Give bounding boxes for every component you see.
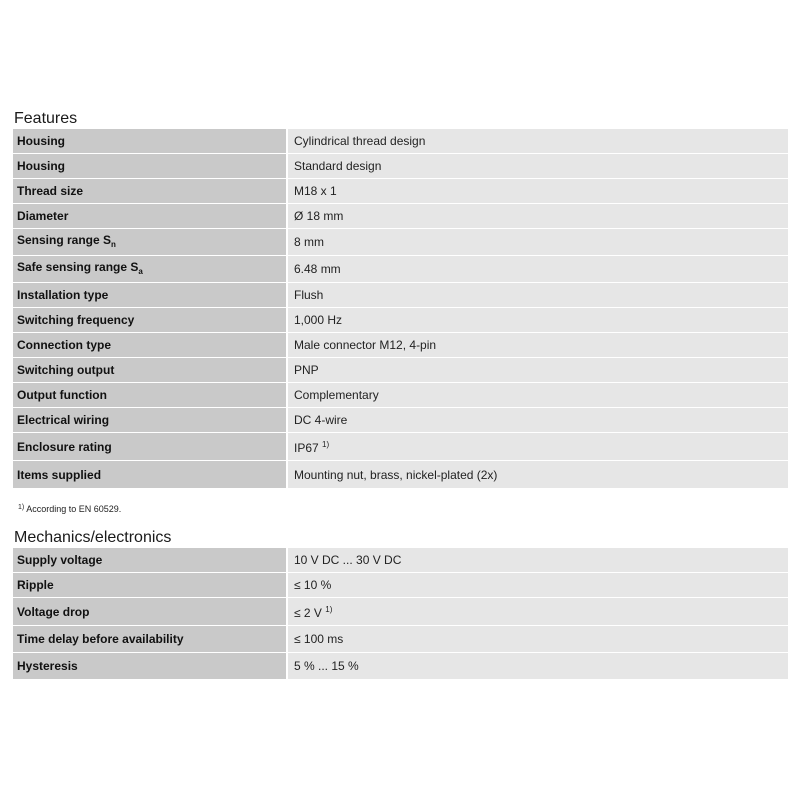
- footnote-marker: 1): [325, 605, 333, 614]
- row-label: [13, 256, 287, 283]
- table-row: [13, 461, 788, 489]
- row-value: Ø 18 mm: [287, 204, 788, 229]
- row-value: Complementary: [287, 383, 788, 408]
- row-label: Output function: [13, 383, 287, 408]
- row-value: [287, 598, 788, 626]
- row-value: 1,000 Hz: [287, 308, 788, 333]
- row-label-text: Safe sensing range S: [17, 259, 139, 274]
- row-value: Standard design: [287, 154, 788, 179]
- row-value: PNP: [287, 358, 788, 383]
- features-title: Features: [14, 110, 78, 127]
- row-label: [13, 229, 287, 256]
- row-label: Enclosure rating: [13, 433, 287, 461]
- row-label: Diameter: [13, 204, 287, 229]
- table-row: [13, 154, 788, 179]
- row-label: Items supplied: [13, 461, 287, 489]
- table-row: [13, 573, 788, 598]
- table-row: [13, 333, 788, 358]
- row-label: Supply voltage: [13, 548, 287, 573]
- table-row: [13, 358, 788, 383]
- row-label: Electrical wiring: [13, 408, 287, 433]
- features-table: [13, 129, 788, 489]
- footnote: [18, 502, 121, 515]
- footnote-text: According to EN 60529.: [26, 504, 122, 514]
- table-row: [13, 179, 788, 204]
- row-label: Hysteresis: [13, 653, 287, 680]
- table-row: [13, 653, 788, 680]
- row-label: Time delay before availability: [13, 626, 287, 653]
- row-value-text: IP67: [294, 441, 319, 455]
- row-value: 10 V DC ... 30 V DC: [287, 548, 788, 573]
- mechanics-table: [13, 548, 788, 680]
- footnote-marker: 1): [18, 504, 25, 511]
- table-row: [13, 383, 788, 408]
- row-value: Male connector M12, 4-pin: [287, 333, 788, 358]
- row-label-text: Sensing range S: [17, 232, 112, 247]
- row-label: Housing: [13, 129, 287, 154]
- row-label-subscript: n: [111, 239, 116, 249]
- row-label: Switching output: [13, 358, 287, 383]
- row-label: Voltage drop: [13, 598, 287, 626]
- table-row: [13, 308, 788, 333]
- table-row: [13, 129, 788, 154]
- table-row: [13, 229, 788, 256]
- row-value: 8 mm: [287, 229, 788, 256]
- table-row: [13, 283, 788, 308]
- mechanics-title: Mechanics/electronics: [14, 529, 172, 546]
- row-value-text: ≤ 2 V: [294, 606, 322, 620]
- row-value: 5 % ... 15 %: [287, 653, 788, 680]
- row-value: ≤ 10 %: [287, 573, 788, 598]
- row-value: ≤ 100 ms: [287, 626, 788, 653]
- table-row: [13, 548, 788, 573]
- row-value: Mounting nut, brass, nickel-plated (2x): [287, 461, 788, 489]
- table-row: [13, 408, 788, 433]
- table-row: [13, 204, 788, 229]
- table-row: [13, 256, 788, 283]
- row-label: Installation type: [13, 283, 287, 308]
- row-value: [287, 433, 788, 461]
- table-row: [13, 433, 788, 461]
- row-value: 6.48 mm: [287, 256, 788, 283]
- row-label: Thread size: [13, 179, 287, 204]
- row-value: DC 4-wire: [287, 408, 788, 433]
- row-value: M18 x 1: [287, 179, 788, 204]
- table-row: [13, 626, 788, 653]
- row-value: Flush: [287, 283, 788, 308]
- row-label-subscript: a: [138, 266, 143, 276]
- table-row: [13, 598, 788, 626]
- row-label: Connection type: [13, 333, 287, 358]
- footnote-marker: 1): [322, 440, 330, 449]
- row-label: Ripple: [13, 573, 287, 598]
- row-label: Switching frequency: [13, 308, 287, 333]
- row-label: Housing: [13, 154, 287, 179]
- row-value: Cylindrical thread design: [287, 129, 788, 154]
